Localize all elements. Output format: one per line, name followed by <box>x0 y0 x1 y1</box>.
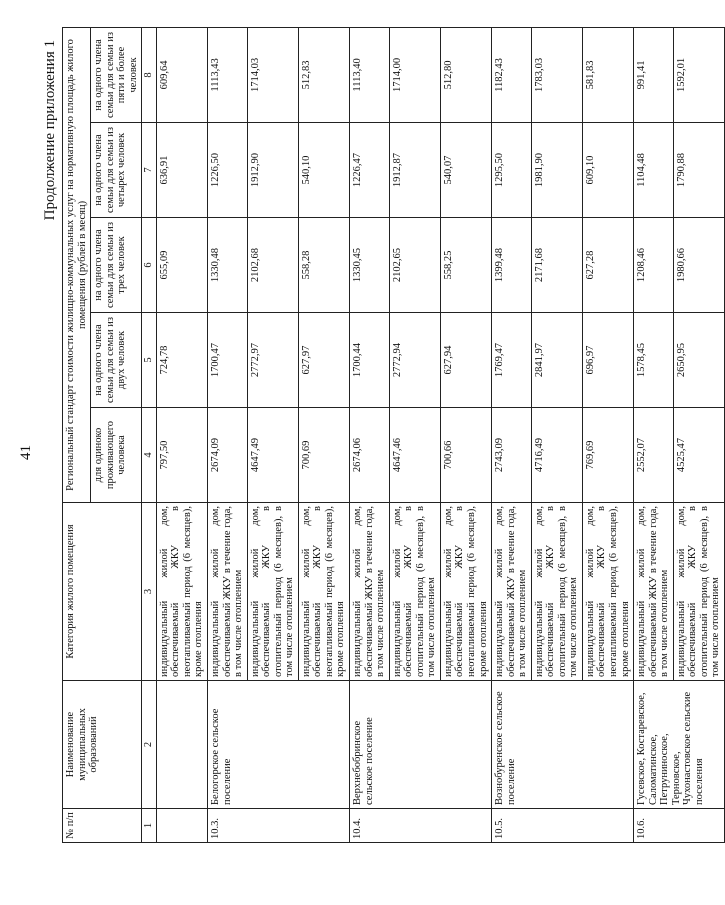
category-cell: индивидуальный жилой дом, обеспечиваемый ЖКУ в неотапливаемый период (6 месяцев), кроме отопления <box>298 503 349 681</box>
tariff-table <box>62 27 725 843</box>
value-cell: 655,09 <box>156 218 207 313</box>
value-cell: 1295,50 <box>492 123 532 218</box>
header-index: 5 <box>142 313 157 408</box>
value-cell: 4647,49 <box>247 408 298 503</box>
header-standard: Региональный стандарт стоимости жилищно-коммунальных услуг на нормативную площадь жилого помещения (рублей в месяц) <box>63 27 91 502</box>
value-cell: 991,41 <box>634 27 674 122</box>
value-cell: 769,69 <box>582 408 633 503</box>
value-cell: 2674,09 <box>208 408 248 503</box>
value-cell: 1226,50 <box>208 123 248 218</box>
value-cell: 700,66 <box>440 408 491 503</box>
value-cell: 1714,03 <box>247 27 298 122</box>
value-cell: 1330,48 <box>208 218 248 313</box>
value-cell: 2102,65 <box>389 218 440 313</box>
value-cell: 1113,43 <box>208 27 248 122</box>
value-cell: 609,10 <box>582 123 633 218</box>
value-cell: 512,83 <box>298 27 349 122</box>
header-index: 3 <box>142 503 157 681</box>
value-cell: 609,64 <box>156 27 207 122</box>
value-cell: 627,94 <box>440 313 491 408</box>
category-cell: индивидуальный жилой дом, обеспечиваемый ЖКУ в отопительный период (6 месяцев), в том числе отоплением <box>531 503 582 681</box>
table-body <box>156 27 724 842</box>
value-cell: 1783,03 <box>531 27 582 122</box>
value-cell: 1769,47 <box>492 313 532 408</box>
municipality-name: Белогорское сельское поселение <box>208 681 350 809</box>
value-cell: 627,28 <box>582 218 633 313</box>
municipality-name <box>156 681 207 809</box>
value-cell: 1592,01 <box>673 27 724 122</box>
page-number: 41 <box>18 445 34 460</box>
value-cell: 2102,68 <box>247 218 298 313</box>
value-cell: 797,50 <box>156 408 207 503</box>
value-cell: 1700,47 <box>208 313 248 408</box>
header-index: 2 <box>142 681 157 809</box>
header-index-row <box>142 27 157 842</box>
value-cell: 636,91 <box>156 123 207 218</box>
category-cell: индивидуальный жилой дом, обеспечиваемый ЖКУ в неотапливаемый период (6 месяцев), кроме отопления <box>156 503 207 681</box>
value-cell: 2650,95 <box>673 313 724 408</box>
value-cell: 2841,97 <box>531 313 582 408</box>
category-cell: индивидуальный жилой дом, обеспечиваемый ЖКУ в неотапливаемый период (6 месяцев), кроме отопления <box>582 503 633 681</box>
value-cell: 540,07 <box>440 123 491 218</box>
value-cell: 558,28 <box>298 218 349 313</box>
table-row <box>350 27 390 842</box>
category-cell: индивидуальный жилой дом, обеспечиваемый ЖКУ в течение года, в том числе отоплением <box>208 503 248 681</box>
category-cell: индивидуальный жилой дом, обеспечиваемый ЖКУ в отопительный период (6 месяцев), в том числе отоплением <box>673 503 724 681</box>
category-cell: индивидуальный жилой дом, обеспечиваемый ЖКУ в отопительный период (6 месяцев), в том числе отоплением <box>247 503 298 681</box>
value-cell: 512,80 <box>440 27 491 122</box>
value-cell: 1578,45 <box>634 313 674 408</box>
value-cell: 1182,43 <box>492 27 532 122</box>
header-sub-2: на одного члена семьи для семьи из двух человек <box>91 313 142 408</box>
value-cell: 1790,88 <box>673 123 724 218</box>
value-cell: 1981,90 <box>531 123 582 218</box>
row-number <box>156 809 207 843</box>
value-cell: 558,25 <box>440 218 491 313</box>
value-cell: 2743,09 <box>492 408 532 503</box>
value-cell: 1104,48 <box>634 123 674 218</box>
value-cell: 1330,45 <box>350 218 390 313</box>
municipality-name: Вознобуренское сельское поселение <box>492 681 634 809</box>
header-num: № п/п <box>63 809 142 843</box>
table-row <box>156 27 207 842</box>
value-cell: 581,83 <box>582 27 633 122</box>
header-index: 4 <box>142 408 157 503</box>
row-number: 10.6. <box>634 809 725 843</box>
value-cell: 1700,44 <box>350 313 390 408</box>
value-cell: 1399,48 <box>492 218 532 313</box>
value-cell: 2674,06 <box>350 408 390 503</box>
header-category: Категория жилого помещения <box>63 503 142 681</box>
table-row <box>634 27 674 842</box>
header-sub-1: для одиноко проживающего человека <box>91 408 142 503</box>
value-cell: 627,97 <box>298 313 349 408</box>
value-cell: 2772,97 <box>247 313 298 408</box>
table-row <box>492 27 532 842</box>
value-cell: 4716,49 <box>531 408 582 503</box>
category-cell: индивидуальный жилой дом, обеспечиваемый ЖКУ в течение года, в том числе отоплением <box>350 503 390 681</box>
category-cell: индивидуальный жилой дом, обеспечиваемый ЖКУ в течение года, в том числе отоплением <box>634 503 674 681</box>
category-cell: индивидуальный жилой дом, обеспечиваемый ЖКУ в течение года, в том числе отоплением <box>492 503 532 681</box>
header-row-1 <box>63 27 91 842</box>
category-cell: индивидуальный жилой дом, обеспечиваемый ЖКУ в отопительный период (6 месяцев), в том числе отоплением <box>389 503 440 681</box>
value-cell: 700,69 <box>298 408 349 503</box>
row-number: 10.5. <box>492 809 634 843</box>
continuation-label: Продолжение приложения 1 <box>42 40 58 221</box>
header-sub-4: на одного члена семьи для семьи из четырех человек <box>91 123 142 218</box>
header-index: 8 <box>142 27 157 122</box>
value-cell: 696,97 <box>582 313 633 408</box>
header-index: 6 <box>142 218 157 313</box>
value-cell: 1226,47 <box>350 123 390 218</box>
value-cell: 2171,68 <box>531 218 582 313</box>
value-cell: 1912,87 <box>389 123 440 218</box>
value-cell: 540,10 <box>298 123 349 218</box>
municipality-name: Верхнебобринское сельское поселение <box>350 681 492 809</box>
header-municipality: Наименование муниципальных образований <box>63 681 142 809</box>
header-index: 7 <box>142 123 157 218</box>
table-row <box>208 27 248 842</box>
header-index: 1 <box>142 809 157 843</box>
municipality-name: Гусевское, Костаревское, Саломатинское, Петруниноское, Терновское, Чухонастовское сельские поселения <box>634 681 725 809</box>
value-cell: 4525,47 <box>673 408 724 503</box>
value-cell: 1113,40 <box>350 27 390 122</box>
header-sub-3: на одного члена семьи для семьи из трех человек <box>91 218 142 313</box>
value-cell: 2772,94 <box>389 313 440 408</box>
row-number: 10.3. <box>208 809 350 843</box>
category-cell: индивидуальный жилой дом, обеспечиваемый ЖКУ в неотапливаемый период (6 месяцев), кроме отопления <box>440 503 491 681</box>
value-cell: 1714,00 <box>389 27 440 122</box>
value-cell: 1912,90 <box>247 123 298 218</box>
value-cell: 2552,07 <box>634 408 674 503</box>
value-cell: 1208,46 <box>634 218 674 313</box>
value-cell: 4647,46 <box>389 408 440 503</box>
value-cell: 1980,66 <box>673 218 724 313</box>
header-sub-5: на одного члена семьи для семьи из пяти и более человек <box>91 27 142 122</box>
row-number: 10.4. <box>350 809 492 843</box>
value-cell: 724,78 <box>156 313 207 408</box>
